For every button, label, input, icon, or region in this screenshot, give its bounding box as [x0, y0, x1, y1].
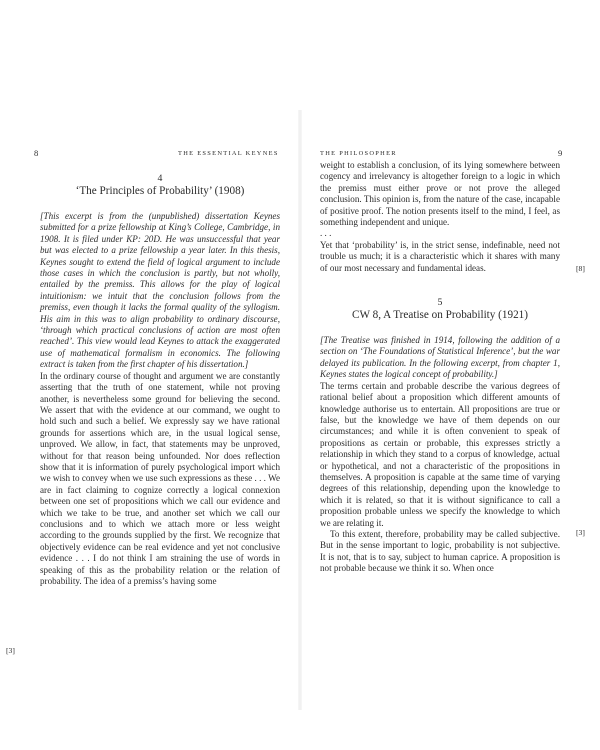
continuation-paragraph: weight to establish a conclusion, of its lying somewhere between cogency and irrelevancy is altogether foreign to a logic in which the premiss must either prove or not prove the alleged conclusion. This opinion is, from the nature of the case, incapable of positive proof. The notion presents itself to the mind, I feel, as something independent and unique. [320, 160, 560, 228]
left-text-column [40, 173, 280, 587]
section-4-number: 4 [157, 173, 163, 184]
right-text-column [320, 160, 560, 575]
continuation-paragraph-2: Yet that ‘probability’ is, in the strict sense, indefinable, need not trouble us much; it is a characteristic which it shares with many of our most necessary and fundamental ideas. [320, 239, 560, 273]
section-4-title: ‘The Principles of Probability’ (1908) [75, 185, 245, 197]
right-margin-reference-2: [3] [576, 528, 585, 537]
section-5-title: CW 8, A Treatise on Probability (1921) [352, 309, 528, 322]
section-4-body: In the ordinary course of thought and argument we are constantly asserting that the truth of one statement, while not proving another, is nevertheless some ground for believing the second. We assert that with the evidence at our command, we ought to hold such and such a belief. We expressly say we have rational grounds for assertions which are, in the usual logical sense, unproved. We allow, in fact, that statements may be unproved, without for that reason being unfounded. Nor does reflection show that it is information of purely psychological import which we wish to convey when we use such expressions as these . . . We are in fact claiming to cognize correctly a logical connexion between one set of propositions which we call our evidence and which we take to be true, and another set which we call our conclusions and to which we attach more or less weight according to the grounds supplied by the first. We recognize that objectively evidence can be real evidence and yet not conclusive evidence . . . I do not think I am straining the use of words in speaking of this as the probability relation or the relation of probability. The idea of a premiss’s having some [40, 370, 280, 586]
left-folio: 8 [34, 148, 39, 158]
section-4-editorial-note: [This excerpt is from the (unpublished) dissertation Keynes submitted for a prize fellowship at King’s College, Cambridge, in 1908. It is filed under KP: 20D. He was unsuccessful that year but was elected to a prize fellowship a year later. In this thesis, Keynes sought to extend the field of logical argument to include those cases in which the conclusion is partly, but not wholly, entailed by the premiss. This allows for the play of logical intuitionism: we intuit that the conclusion follows from the premiss, even though it lacks the formal quality of the syllogism. His aim in this was to align probability to ordinary discourse, ‘through which practical conclusions of action are most often reached’. This view would lead Keynes to attack the exaggerated use of mathematical formalism in economics. The following extract is taken from the first chapter of his dissertation.] [40, 211, 280, 370]
right-folio: 9 [558, 148, 563, 158]
right-running-head: THE PHILOSOPHER [320, 150, 397, 157]
left-running-head: THE ESSENTIAL KEYNES [178, 150, 279, 157]
right-margin-reference-1: [8] [576, 264, 585, 273]
ellipsis-line: . . . [320, 228, 332, 239]
section-5-editorial-note: [The Treatise was finished in 1914, following the addition of a section on ‘The Foundations of Statistical Inference’, but the war delayed its publication. In the following excerpt, from chapter 1, Keynes states the logical concept of probability.] [320, 335, 560, 380]
section-spacer [320, 274, 560, 297]
right-page [300, 0, 600, 750]
section-5-number: 5 [437, 297, 443, 309]
section-5-body-1: The terms certain and probable describe the various degrees of rational belief about a proposition which different amounts of knowledge authorise us to entertain. All propositions are true or false, but the knowledge we have of them depends on our circumstances; and while it is often convenient to speak of propositions as certain or probable, this expresses strictly a relationship in which they stand to a corpus of knowledge, actual or hypothetical, and not a characteristic of the propositions in themselves. A proposition is capable at the same time of varying degrees of this relationship, depending upon the knowledge to which it is related, so that it is without significance to call a proposition probable unless we specify the knowledge to which we are relating it. [320, 380, 560, 528]
left-margin-reference: [3] [6, 646, 15, 655]
section-5-body-2: To this extent, therefore, probability may be called subjective. But in the sense important to logic, probability is not subjective. It is not, that is to say, subject to human caprice. A proposition is not probable because we think it so. When once [320, 528, 560, 574]
